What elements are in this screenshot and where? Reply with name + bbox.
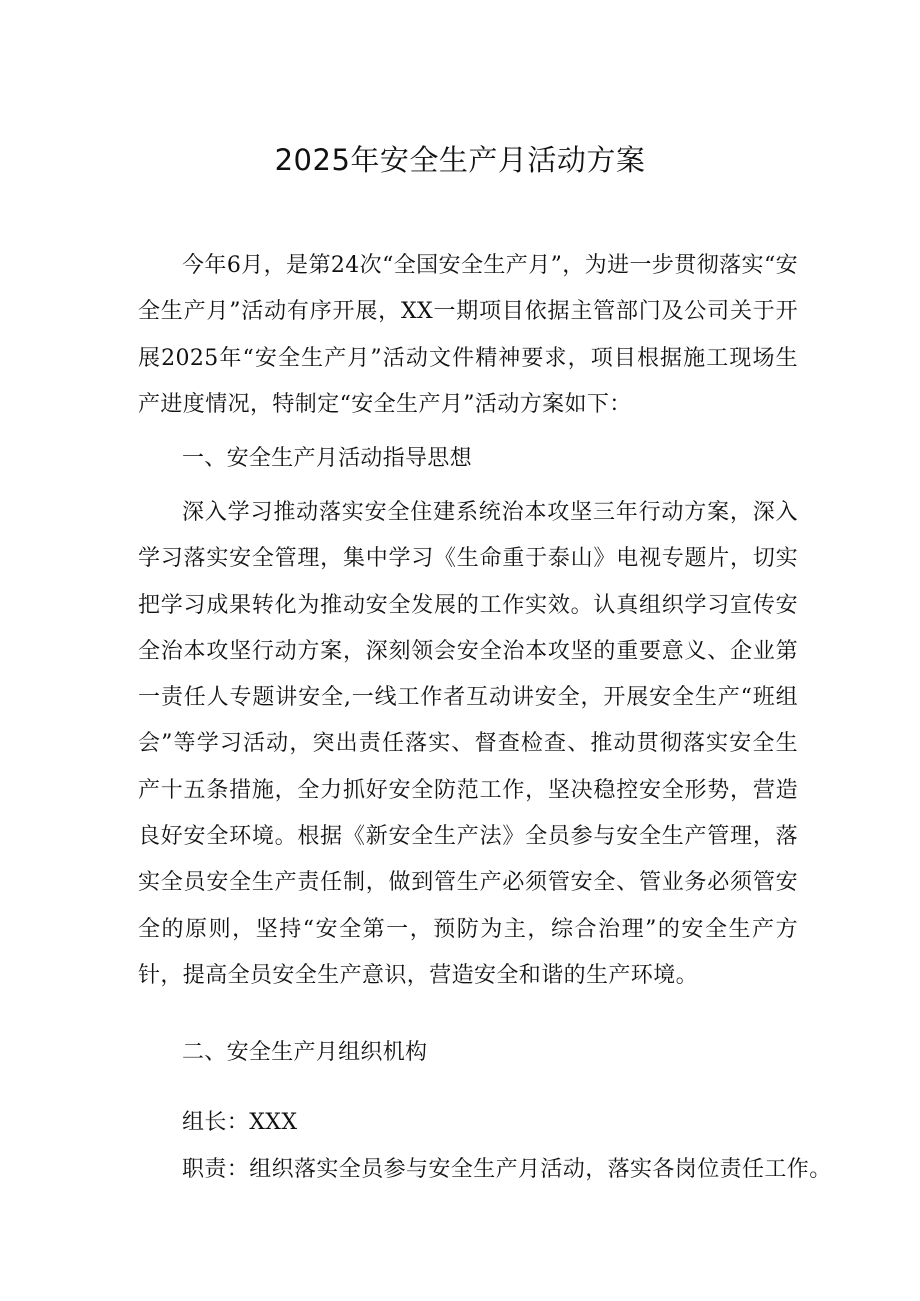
group-leader-line: 组长：XXX <box>182 1110 298 1135</box>
guiding-ideology-paragraph: 深入学习推动落实安全住建系统治本攻坚三年行动方案，深入学习落实安全管理，集中学习《生命重于泰山》电视专题片，切实把学习成果转化为推动安全发展的工作实效。认真组织学习宣传安全治本攻坚行动方案，深刻领会安全治本攻坚的重要意义、企业第一责任人专题讲安全,一线工作者互动讲安全，开展安全生产“班组会”等学习活动，突出责任落实、督查检查、推动贯彻落实安全生产十五条措施，全力抓好安全防范工作，坚决稳控安全形势，营造良好安全环境。根据《新安全生产法》全员参与安全生产管理，落实全员安全生产责任制，做到管生产必须管安全、管业务必须管安全的原则，坚持“安全第一，预防为主，综合治理”的安全生产方针，提高全员安全生产意识，营造安全和谐的生产环境。 <box>138 500 798 988</box>
section-heading-guiding-ideology: 一、安全生产月活动指导思想 <box>182 446 472 471</box>
section-heading-organization: 二、安全生产月组织机构 <box>182 1040 428 1065</box>
duty-line: 职责：组织落实全员参与安全生产月活动，落实各岗位责任工作。 <box>182 1157 832 1182</box>
document-title: 2025年安全生产月活动方案 <box>274 143 646 177</box>
intro-paragraph: 今年6月，是第24次“全国安全生产月”，为进一步贯彻落实“安全生产月”活动有序开展，XX一期项目依据主管部门及公司关于开展2025年“安全生产月”活动文件精神要求，项目根据施工现场生产进度情况，特制定“安全生产月”活动方案如下： <box>138 253 798 417</box>
